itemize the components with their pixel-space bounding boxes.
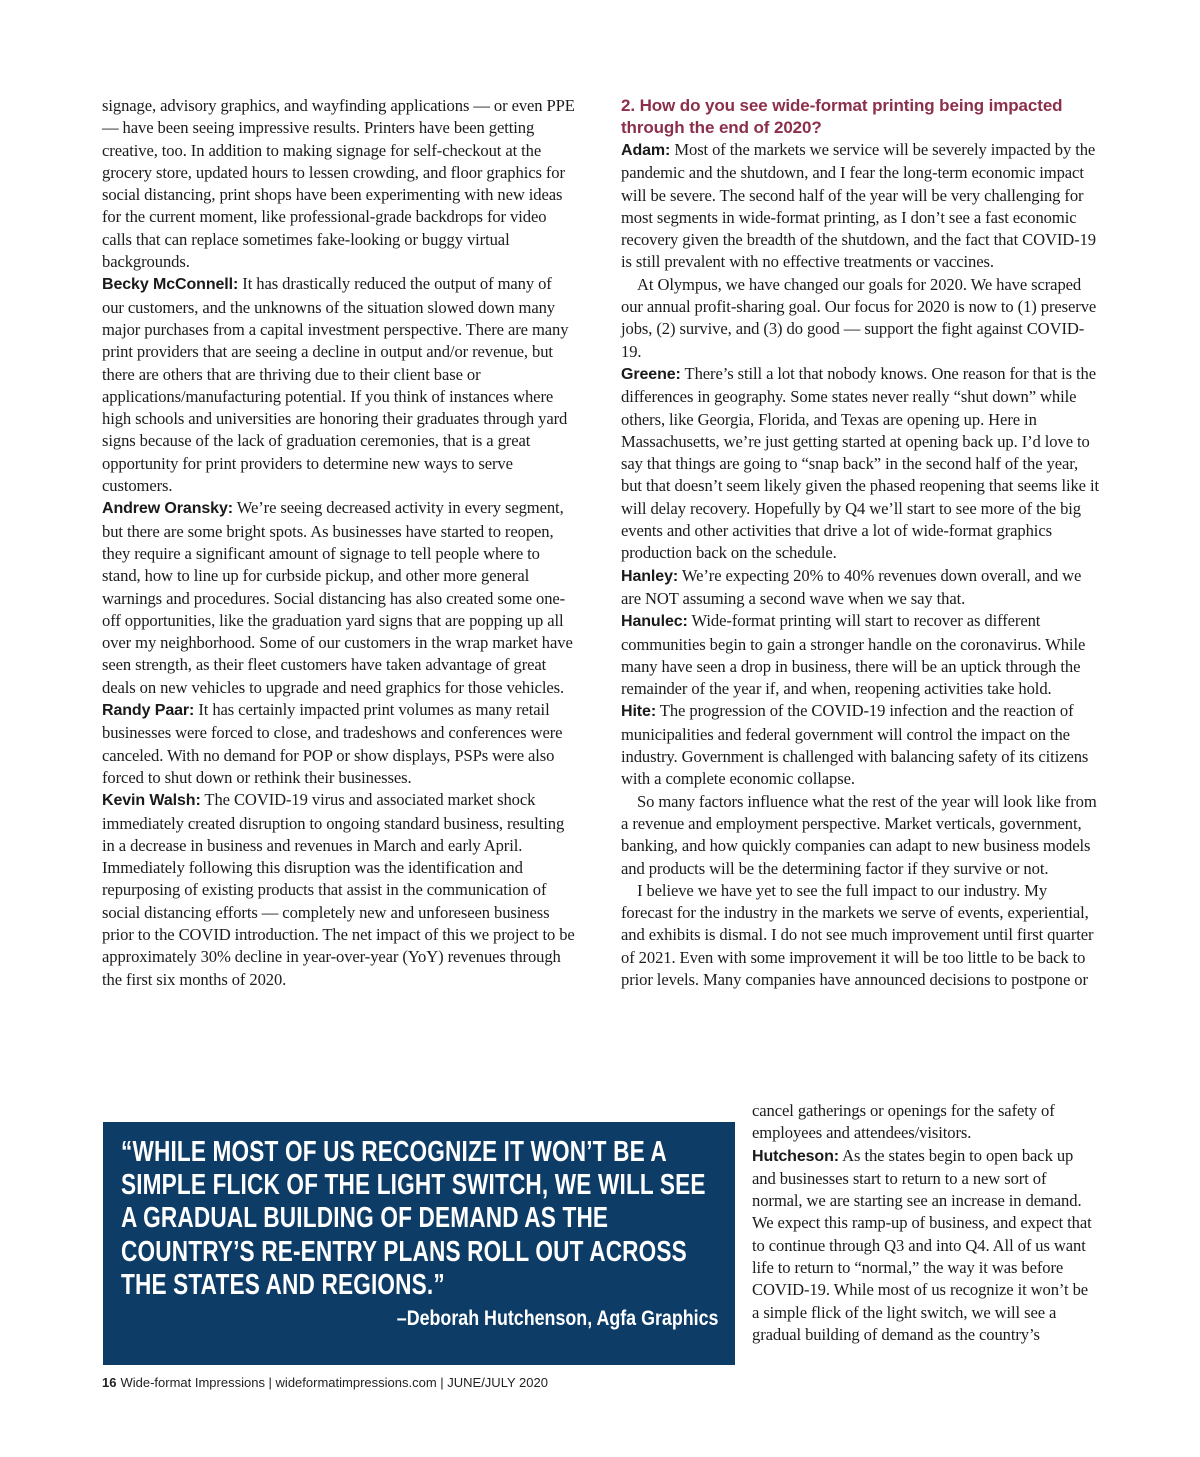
speaker-name: Hanulec: [621, 613, 688, 631]
entry-mcconnell [102, 273, 576, 497]
entry-greene [621, 363, 1099, 565]
entry-text: We’re seeing decreased activity in every segment, but there are some bright spots. As businesses have started to reopen, they require a significant amount of signage to tell people where to stand, how to line up for curbside pickup, and other more general warnings and procedures. Social distancing has also created some one-off opportunities, like the graduation yard signs that are popping up all over my neighborhood. Some of our customers in the wrap market have seen strength, as their fleet customers have taken advantage of great deals on new vehicles to upgrade and need graphics for those vehicles. [102, 498, 573, 697]
page-footer [102, 1375, 548, 1390]
entry-text: Most of the markets we service will be severely impacted by the pandemic and the shutdown, and I fear the long-term economic impact will be severe. The second half of the year will be very challenging for most segments in wide-format printing, as I don’t see a fast economic recovery given the breadth of the shutdown, and the fact that COVID-19 is still prevalent with no effective treatments or vaccines. [621, 140, 1096, 272]
footer-text: Wide-format Impressions | wideformatimpressions.com | JUNE/JULY 2020 [120, 1375, 548, 1390]
entry-text: It has certainly impacted print volumes as many retail businesses were forced to close, and tradeshows and conferences were canceled. With no demand for POP or show displays, PSPs were also forced to shut down or rethink their businesses. [102, 700, 563, 787]
right-column-continued [752, 1100, 1099, 1346]
paragraph: I believe we have yet to see the full impact to our industry. My forecast for the industry in the markets we serve of events, experiential, and exhibits is dismal. I do not see much improvement until first quarter of 2021. Even with some improvement it will be too little to be back to prior levels. Many companies have announced decisions to postpone or [621, 880, 1094, 989]
entry-text: The COVID-19 virus and associated market shock immediately created disruption to ongoing standard business, resulting in a decrease in business and revenues in March and early April. Immediately following this disruption was the identification and repurposing of existing products that assist in the communication of social distancing efforts — completely new and unforeseen business prior to the COVID introduction. The net impact of this we project to be approximately 30% decline in year-over-year (YoY) revenues through the first six months of 2020. [102, 790, 575, 989]
paragraph: At Olympus, we have changed our goals for 2020. We have scraped our annual profit-sharing goal. Our focus for 2020 is now to (1) preserve jobs, (2) survive, and (3) do good — support the fight against COVID-19. [621, 274, 1097, 361]
entry-text: As the states begin to open back up and businesses start to return to a new sort of normal, we are starting see an increase in demand. We expect this ramp-up of business, and expect that to continue through Q3 and into Q4. All of us want life to return to “normal,” the way it was before COVID-19. While most of us recognize it won’t be a simple flick of the light switch, we will see a gradual building of demand as the country’s [752, 1145, 1092, 1344]
speaker-name: Hite: [621, 703, 657, 721]
entry-text: Wide-format printing will start to recover as different communities begin to gain a stronger handle on the coronavirus. While many have seen a drop in business, there will be an uptick through the remainder of the year if, and when, reopening activities take hold. [621, 611, 1086, 699]
entry-adam [621, 139, 1099, 274]
right-column [621, 95, 1099, 991]
speaker-name: Hanley: [621, 567, 679, 585]
entry-text: It has drastically reduced the output of many of our customers, and the unknowns of the situation slowed down many major purchases from a capital investment perspective. There are many print providers that are seeing a decline in output and/or revenue, but there are others that are thriving due to their client base or applications/manufacturing potential. If you think of instances where high schools and universities are honoring their graduates through yard signs because of the lack of graduation ceremonies, that is a great opportunity for print providers to determine new ways to serve customers. [102, 274, 569, 496]
paragraph: cancel gatherings or openings for the safety of employees and attendees/visitors. [752, 1101, 1055, 1143]
entry-text: The progression of the COVID-19 infection and the reaction of municipalities and federal government will control the impact on the industry. Government is challenged with balancing safety of its citizens with a complete economic collapse. [621, 701, 1089, 789]
pull-quote-box [103, 1122, 735, 1365]
entry-hanulec [621, 610, 1099, 700]
entry-text: There’s still a lot that nobody knows. One reason for that is the differences in geography. Some states never really “shut down” while others, like Georgia, Florida, and Texas are opening up. Here in Massachusetts, we’re just getting started at opening back up. I’d love to say that things are going to “snap back” in the second half of the year, but that doesn’t seem likely given the phased reopening that seems like it will delay recovery. Hopefully by Q4 we’ll start to see more of the big events and other activities that drive a lot of wide-format graphics production back on the schedule. [621, 363, 1100, 563]
speaker-name: Becky McConnell: [102, 276, 239, 294]
left-column [102, 95, 576, 991]
speaker-name: Kevin Walsh: [102, 792, 201, 810]
entry-hanley [621, 565, 1099, 611]
speaker-name: Adam: [621, 142, 671, 159]
speaker-name: Greene: [621, 365, 681, 383]
speaker-name: Randy Paar: [102, 702, 195, 720]
entry-oransky [102, 497, 576, 699]
speaker-name: Andrew Oransky: [102, 500, 233, 518]
pull-quote-attribution: –Deborah Hutchenson, Agfa Graphics [396, 1307, 718, 1330]
paragraph: So many factors influence what the rest of the year will look like from a revenue and employment perspective. Market verticals, government, banking, and how quickly companies can adapt to new business models and products will be the determining factor if they survive or not. [621, 791, 1097, 878]
page-number: 16 [102, 1375, 117, 1390]
paragraph: signage, advisory graphics, and wayfinding applications — or even PPE — have been seeing impressive results. Printers have been getting creative, too. In addition to making signage for self-checkout at the grocery store, updated hours to lessen crowding, and floor graphics for social distancing, print shops have been experimenting with new ideas for the current moment, like professional-grade backdrops for video calls that can replace sometimes fake-looking or buggy virtual backgrounds. [102, 96, 575, 272]
pull-quote-text: “WHILE MOST OF US RECOGNIZE IT WON’T BE A SIMPLE FLICK OF THE LIGHT SWITCH, WE WILL SEE A GRADUAL BUILDING OF DEMAND AS THE COUNTRY’S RE-ENTRY PLANS ROLL OUT ACROSS THE STATES AND REGIONS.” [121, 1136, 706, 1301]
entry-walsh [102, 789, 576, 991]
entry-text: We’re expecting 20% to 40% revenues down overall, and we are NOT assuming a second wave when we say that. [621, 565, 1082, 608]
speaker-name: Hutcheson: [752, 1147, 840, 1165]
entry-paar [102, 699, 576, 789]
entry-hite [621, 700, 1099, 790]
entry-hutcheson [752, 1145, 1099, 1347]
question-heading: 2. How do you see wide-format printing being impacted through the end of 2020? [621, 96, 1063, 137]
